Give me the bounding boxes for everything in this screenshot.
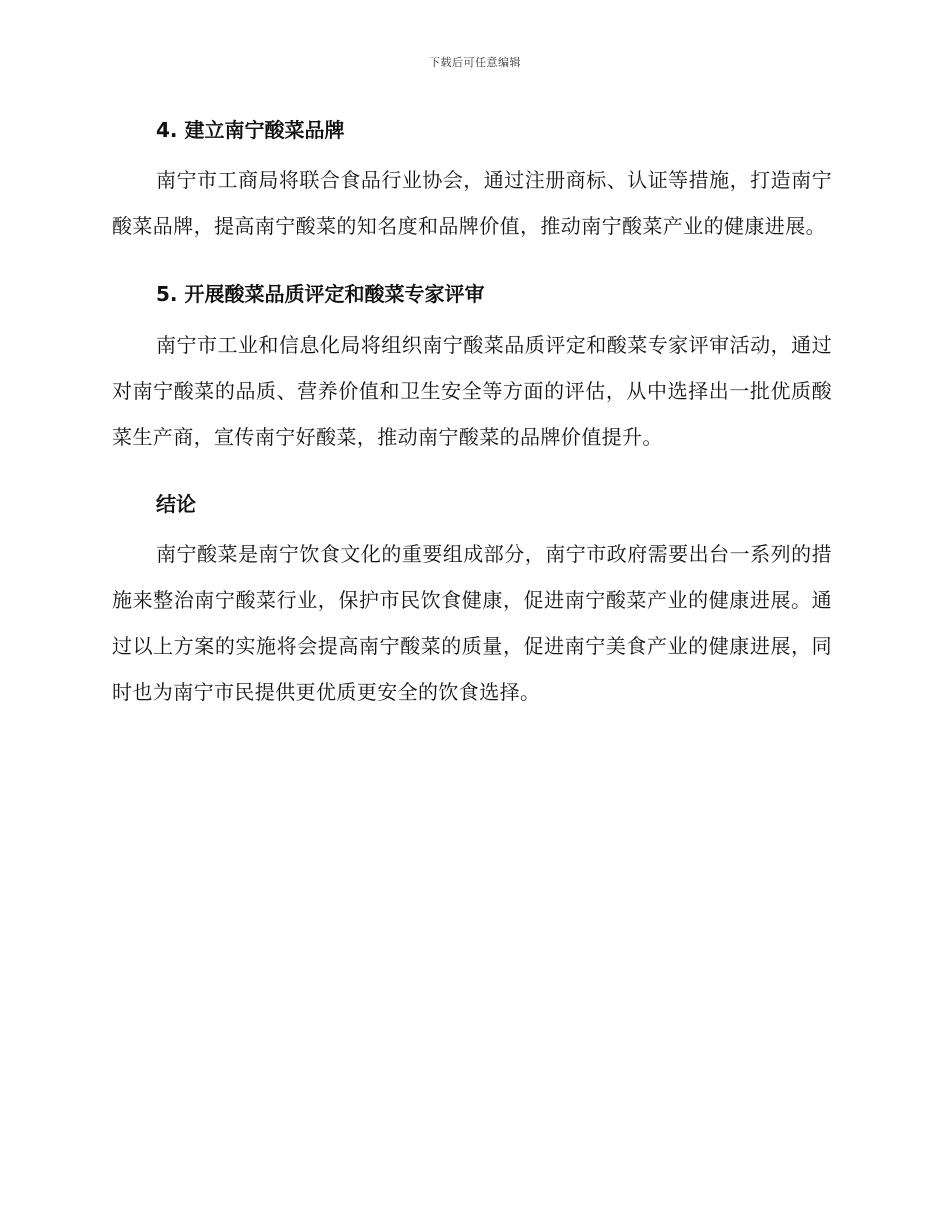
page-header-note: 下载后可任意编辑 xyxy=(429,56,521,69)
section-heading-quality-review: 5. 开展酸菜品质评定和酸菜专家评审 xyxy=(156,282,485,306)
document-body xyxy=(112,116,832,715)
section-paragraph-conclusion: 南宁酸菜是南宁饮食文化的重要组成部分，南宁市政府需要出台一系列的措施来整治南宁酸菜行业，保护市民饮食健康，促进南宁酸菜产业的健康进展。通过以上方案的实施将会提高南宁酸菜的质量，促进南宁美食产业的健康进展，同时也为南宁市民提供更优质更安全的饮食选择。 xyxy=(112,542,832,704)
section-paragraph-brand: 南宁市工商局将联合食品行业协会，通过注册商标、认证等措施，打造南宁酸菜品牌，提高南宁酸菜的知名度和品牌价值，推动南宁酸菜产业的健康进展。 xyxy=(112,168,832,238)
section-heading-brand: 4. 建立南宁酸菜品牌 xyxy=(156,118,345,142)
section-paragraph-quality-review: 南宁市工业和信息化局将组织南宁酸菜品质评定和酸菜专家评审活动，通过对南宁酸菜的品质、营养价值和卫生安全等方面的评估，从中选择出一批优质酸菜生产商，宣传南宁好酸菜，推动南宁酸菜的品牌价值提升。 xyxy=(112,333,832,449)
section-heading-conclusion: 结论 xyxy=(156,492,196,516)
